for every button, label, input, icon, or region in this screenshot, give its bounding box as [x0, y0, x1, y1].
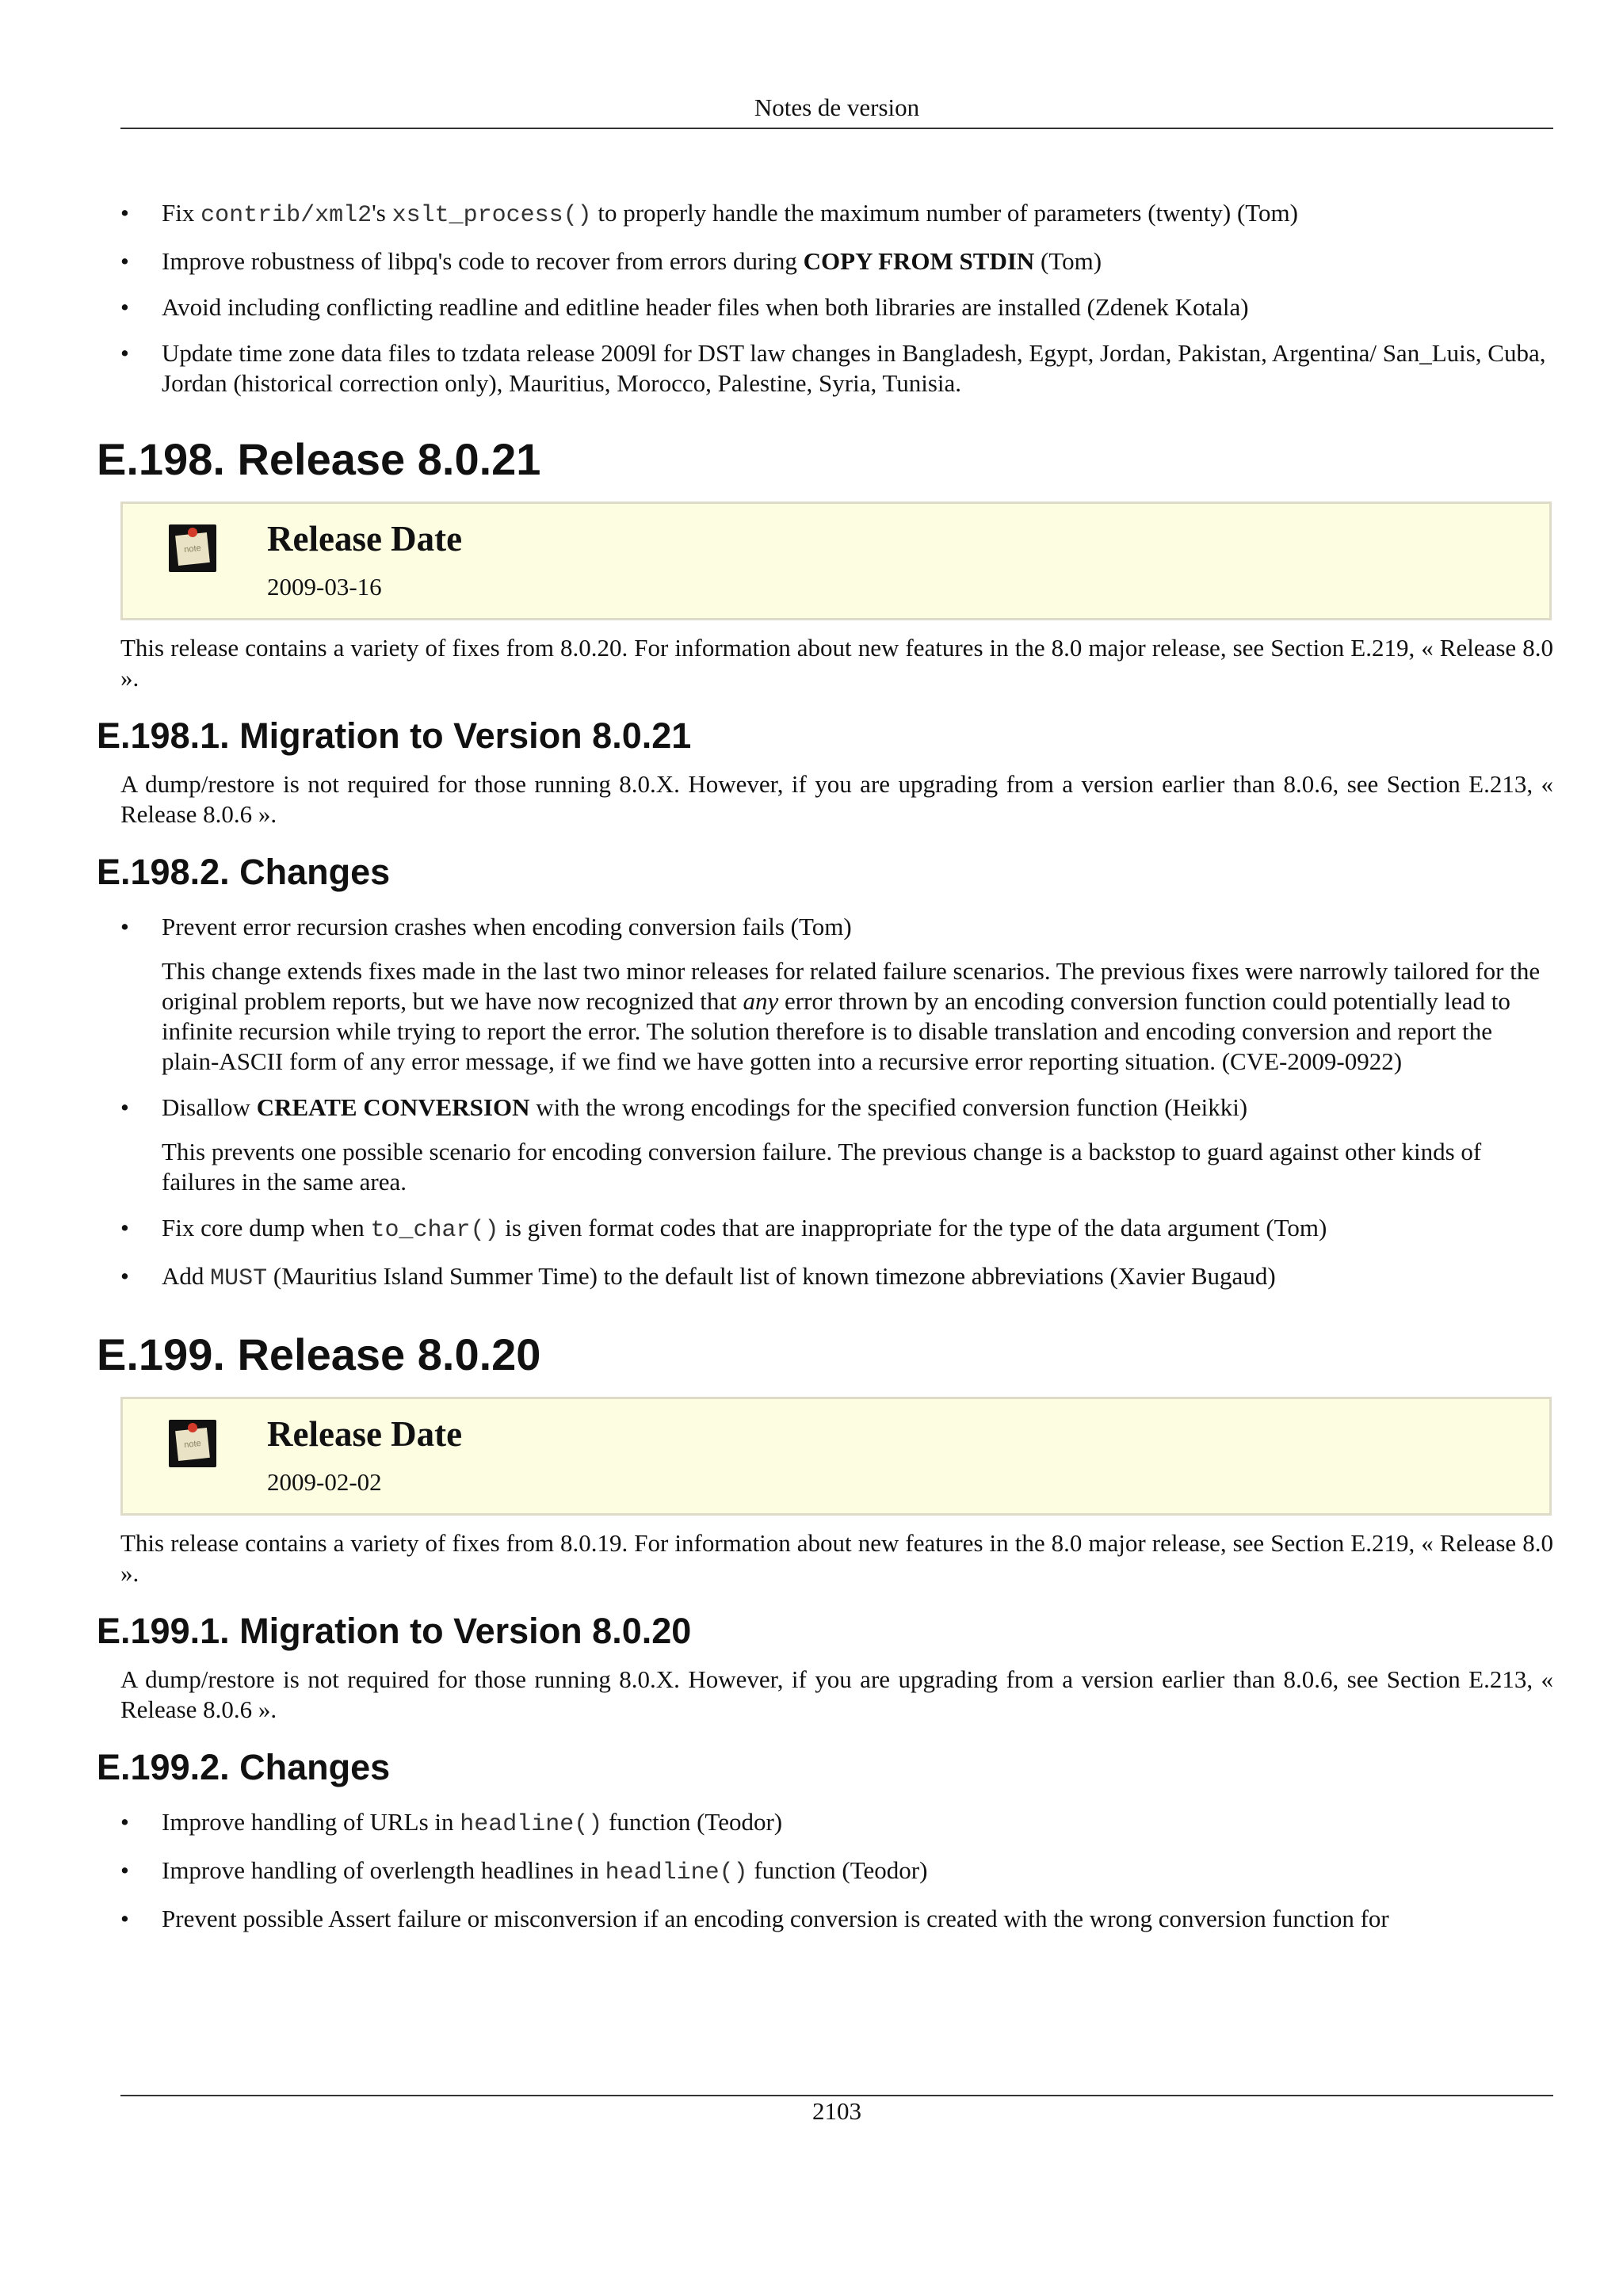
migration-heading: E.198.1. Migration to Version 8.0.21 — [97, 715, 692, 756]
list-item: • Improve handling of URLs in headline() function (Teodor) — [120, 1807, 1553, 1840]
note-icon: note — [169, 524, 216, 572]
note-title: Release Date — [267, 519, 463, 559]
list-item: • Update time zone data files to tzdata release 2009l for DST law changes in Bangladesh, Egypt, Jordan, Pakistan, Argentina/ San_Luis, Cuba, Jordan (historical correction only), Mauritius, Morocco, Palestine, Syria, Tunisia. — [120, 338, 1553, 399]
changes-list — [97, 1807, 1553, 1934]
page-number: 2103 — [812, 2097, 861, 2125]
changes-heading: E.199.2. Changes — [97, 1747, 391, 1787]
running-header: Notes de version — [754, 93, 920, 121]
intro-list — [97, 198, 1553, 399]
item-detail: This change extends fixes made in the last two minor releases for related failure scenarios. The previous fixes were narrowly tailored for the original problem reports, but we have now recognized that any error thrown by an encoding conversion function could potentially lead to infinite recursion while trying to report the error. The solution therefore is to disable translation and encoding conversion and report the plain-ASCII form of any error message, if we find we have gotten into a recursive error reporting situation. (CVE-2009-0922) — [162, 957, 1541, 1075]
release-date-note — [120, 502, 1552, 620]
note-date: 2009-02-02 — [267, 1468, 382, 1496]
release-date-note — [120, 1397, 1552, 1516]
changes-heading: E.198.2. Changes — [97, 852, 391, 892]
migration-text: A dump/restore is not required for those running 8.0.X. However, if you are upgrading from a version earlier than 8.0.6, see Section E.213, « Release 8.0.6 ». — [120, 1665, 1553, 1723]
section-heading-8020: E.199. Release 8.0.20 — [97, 1329, 541, 1379]
list-item: • Disallow CREATE CONVERSION with the wrong encodings for the specified conversion function (Heikki) This prevents one possible scenario for encoding conversion failure. The previous change is a backstop to guard against other kinds of failures in the same area. — [120, 1093, 1553, 1197]
header-rule — [120, 128, 1553, 129]
note-title: Release Date — [267, 1414, 463, 1454]
note-icon: note — [169, 1420, 216, 1467]
changes-list — [97, 912, 1553, 1294]
note-date: 2009-03-16 — [267, 573, 382, 601]
list-item: • Fix contrib/xml2's xslt_process() to properly handle the maximum number of parameters (twenty) (Tom) — [120, 198, 1553, 231]
release-intro: This release contains a variety of fixes from 8.0.20. For information about new features in the 8.0 major release, see Section E.219, « Release 8.0 ». — [120, 634, 1553, 692]
list-item: • Avoid including conflicting readline and editline header files when both libraries are installed (Zdenek Kotala) — [120, 292, 1553, 322]
list-item: • Prevent error recursion crashes when encoding conversion fails (Tom) This change extends fixes made in the last two minor releases for related failure scenarios. The previous fixes were narrowly tailored for the original problem reports, but we have now recognized that any error thrown by an encoding conversion function could potentially lead to infinite recursion while trying to report the error. The solution therefore is to disable translation and encoding conversion and report the plain-ASCII form of any error message, if we find we have gotten into a recursive error reporting situation. (CVE-2009-0922) — [120, 912, 1553, 1077]
list-item: • Fix core dump when to_char() is given format codes that are inappropriate for the type of the data argument (Tom) — [120, 1213, 1553, 1245]
list-item: • Prevent possible Assert failure or misconversion if an encoding conversion is created with the wrong conversion function for — [120, 1904, 1553, 1934]
list-item: • Improve handling of overlength headlines in headline() function (Teodor) — [120, 1855, 1553, 1888]
migration-text: A dump/restore is not required for those running 8.0.X. However, if you are upgrading from a version earlier than 8.0.6, see Section E.213, « Release 8.0.6 ». — [120, 770, 1553, 828]
page-content — [97, 198, 1553, 1950]
section-heading-8021: E.198. Release 8.0.21 — [97, 434, 541, 484]
list-item: • Add MUST (Mauritius Island Summer Time) to the default list of known timezone abbreviations (Xavier Bugaud) — [120, 1261, 1553, 1294]
migration-heading: E.199.1. Migration to Version 8.0.20 — [97, 1611, 692, 1651]
item-detail: This prevents one possible scenario for encoding conversion failure. The previous change is a backstop to guard against other kinds of failures in the same area. — [162, 1138, 1482, 1196]
release-intro: This release contains a variety of fixes from 8.0.19. For information about new features in the 8.0 major release, see Section E.219, « Release 8.0 ». — [120, 1529, 1553, 1587]
list-item: • Improve robustness of libpq's code to recover from errors during COPY FROM STDIN (Tom) — [120, 246, 1553, 277]
